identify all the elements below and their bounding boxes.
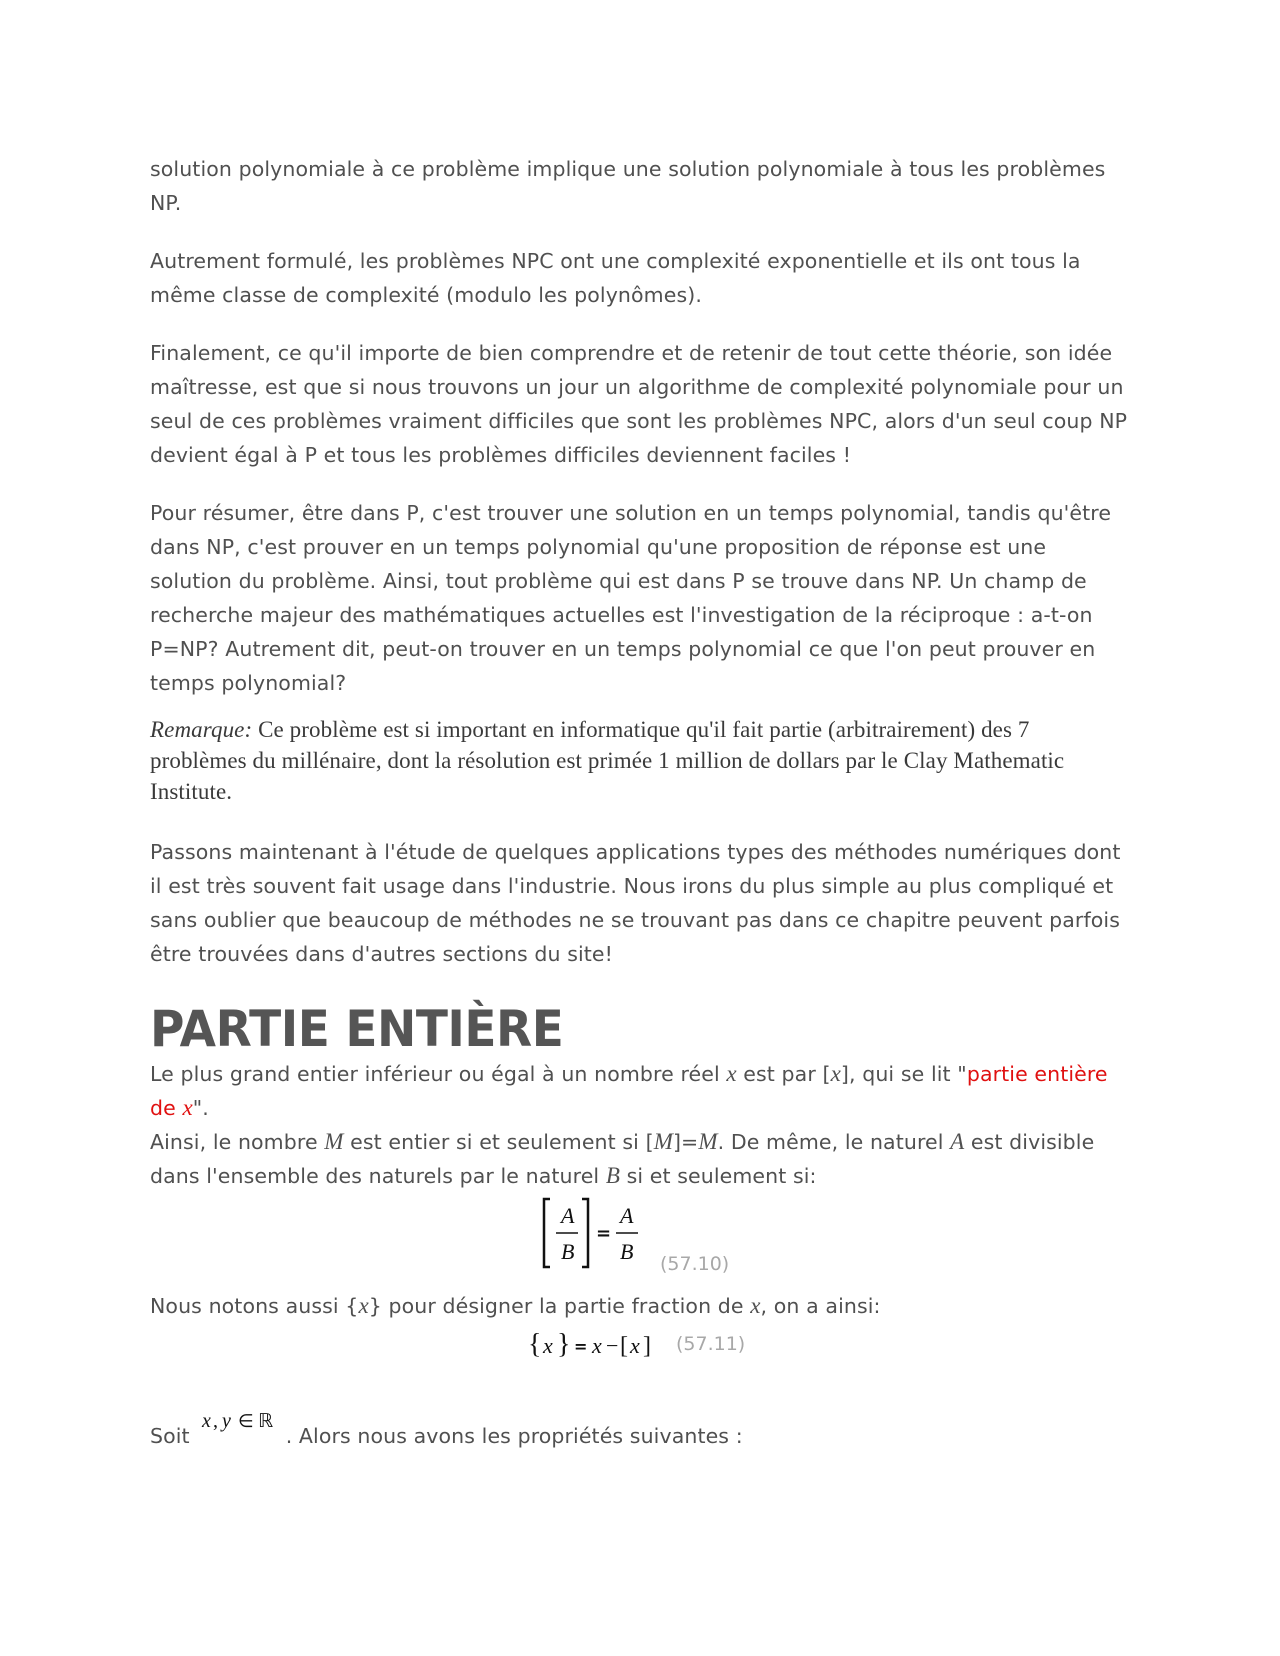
eq1-rhs-B: B [620,1239,634,1264]
eq1-rhs-A: A [620,1203,634,1228]
svg-text:∈: ∈ [237,1411,254,1432]
ainsi-paragraph: Ainsi, le nombre M est entier si et seulement si [M]=M. De même, le naturel A est divisible dans l'ensemble des naturels par le naturel B si et seulement si: [150,1129,1095,1188]
definition-link[interactable]: partie entière de x [150,1062,1108,1120]
eq2-minus: − [606,1333,619,1358]
equation-fractional-part [526,1325,666,1365]
paragraph-finally: Finalement, ce qu'il importe de bien comprendre et de retenir de tout cette théorie, son idée maîtresse, est que si nous trouvons un jour un algorithme de complexité polynomiale pour un seul de ces problèmes vraiment difficiles que sont les problèmes NPC, alors d'un seul coup NP devient égal à P et tous les problèmes difficiles deviennent faciles ! [150,341,1128,467]
equation-57-11-row [150,1323,1130,1395]
remark-paragraph [150,714,1130,807]
eq1-denominator-B: B [561,1239,575,1264]
svg-text:y: y [221,1410,231,1432]
remark-label: Remarque: [150,717,253,742]
svg-text:ℝ: ℝ [257,1410,273,1432]
content-column [150,152,1130,1453]
eq2-bracket-open: [ [620,1333,628,1359]
paragraph-npc-reformulated: Autrement formulé, les problèmes NPC ont une complexité exponentielle et ils ont tous la même classe de complexité (modulo les polynômes). [150,249,1081,307]
section-title: PARTIE ENTIÈRE [150,1000,564,1058]
eq2-brace-open: { [528,1329,542,1360]
svg-text:,: , [212,1410,218,1432]
equation-57-10-row [150,1193,1130,1289]
paragraph-np-intro: solution polynomiale à ce problème implique une solution polynomiale à tous les problèmes NP. [150,157,1106,215]
paragraph-applications: Passons maintenant à l'étude de quelques applications types des méthodes numériques dont il est très souvent fait usage dans l'industrie. Nous irons du plus simple au plus compliqué et sans oublier que beaucoup de méthodes ne se trouvant pas dans ce chapitre peuvent parfois être trouvées dans d'autres sections du site! [150,840,1121,966]
soit-paragraph: Soit x , y ∈ ℝ . Alors nous avons les propriétés suivantes : [150,1407,1130,1453]
eq2-x-rhs: x [592,1333,602,1358]
equation-number-57-11: (57.11) [676,1333,746,1355]
notons-paragraph: Nous notons aussi {x} pour désigner la partie fraction de x, on a ainsi: [150,1293,881,1318]
eq1-numerator-A: A [561,1203,575,1228]
definition-paragraph: Le plus grand entier inférieur ou égal à un nombre réel x est par [x], qui se lit "partie entière de x". [150,1061,1108,1120]
equation-floor-fraction [540,1193,660,1273]
eq2-equals: = [574,1337,588,1356]
eq1-equals: = [596,1223,612,1244]
eq2-x: x [543,1333,553,1358]
paragraph-summary: Pour résumer, être dans P, c'est trouver une solution en un temps polynomial, tandis qu'être dans NP, c'est prouver en un temps polynomial qu'une proposition de réponse est une solution du problème. Ainsi, tout problème qui est dans P se trouve dans NP. Un champ de recherche majeur des mathématiques actuelles est l'investigation de la réciproque : a-t-on P=NP? Autrement dit, peut-on trouver en un temps polynomial ce que l'on peut prouver en temps polynomial? [150,501,1112,695]
eq2-brace-close: } [557,1329,571,1360]
svg-text:x: x [201,1410,211,1432]
remark-text: Ce problème est si important en informatique qu'il fait partie (arbitrairement) des 7 problèmes du millénaire, dont la résolution est primée 1 million de dollars par le Clay Mathematic Institute. [150,717,1065,804]
formula-x-y-in-reals [200,1407,280,1437]
equation-number-57-10: (57.10) [660,1253,730,1275]
eq2-bracket-close: ] [643,1333,651,1359]
eq2-x-floor: x [630,1333,640,1358]
